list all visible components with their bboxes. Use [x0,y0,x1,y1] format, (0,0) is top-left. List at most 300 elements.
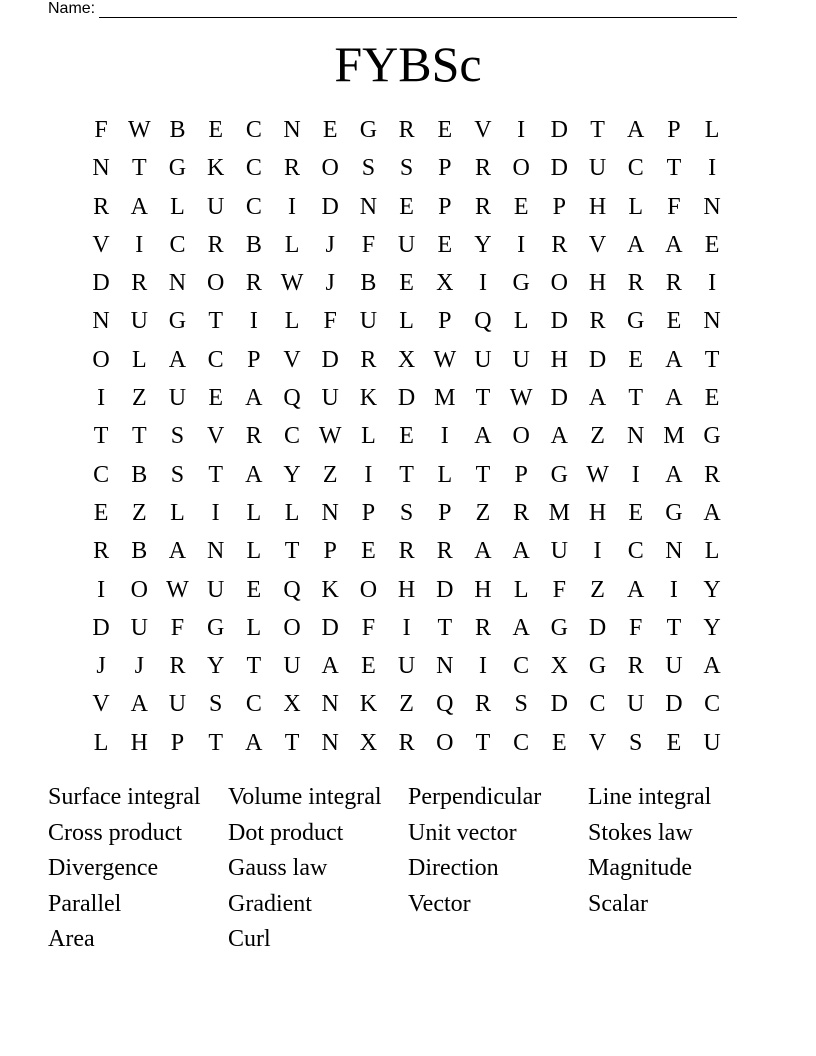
grid-letter: E [666,729,682,756]
grid-letter: A [245,461,263,488]
grid-letter: I [97,576,106,603]
word-list-item: Curl [228,926,271,952]
grid-row [82,456,732,494]
grid-row [82,532,732,570]
grid-letter: Q [474,308,492,335]
grid-letter: N [321,691,339,718]
grid-row [82,188,732,226]
grid-letter: T [704,346,720,373]
grid-letter: D [321,193,339,220]
grid-letter: L [284,231,300,258]
grid-letter: U [397,231,416,258]
grid-letter: X [359,729,378,756]
grid-letter: O [206,270,225,297]
grid-letter: L [170,499,185,526]
grid-letter: N [168,270,187,297]
grid-letter: A [474,423,492,450]
grid-letter: E [628,346,644,373]
grid-letter: F [94,117,108,143]
grid-letter: L [437,461,453,488]
grid-letter: A [168,346,187,373]
grid-letter: A [665,461,683,488]
grid-letter: P [552,193,567,220]
grid-letter: E [208,117,223,143]
grid-letter: T [208,308,223,335]
grid-letter: P [361,499,376,526]
grid-letter: G [550,461,569,488]
word-list-item: Vector [408,890,471,917]
grid-letter: W [127,117,151,143]
grid-letter: B [131,538,148,565]
grid-letter: E [246,576,262,603]
grid-letter: R [704,461,721,488]
grid-letter: D [550,385,569,412]
grid-letter: M [663,423,685,450]
grid-letter: T [399,461,414,488]
grid-letter: D [665,691,683,718]
grid-letter: C [627,155,644,182]
grid-letter: D [397,385,416,412]
grid-letter: D [588,346,607,373]
grid-letter: N [627,423,645,450]
word-list-item: Direction [408,855,499,881]
grid-letter: H [588,270,607,297]
grid-row [82,494,732,532]
grid-letter: C [93,461,110,488]
grid-letter: R [665,270,682,297]
grid-letter: D [550,155,569,182]
grid-letter: H [550,346,569,373]
grid-letter: C [169,231,186,258]
grid-letter: N [703,193,721,220]
grid-row [82,302,732,340]
grid-letter: W [586,461,609,488]
word-list-item: Scalar [588,890,648,917]
grid-letter: R [169,653,186,680]
grid-letter: E [437,231,453,258]
grid-letter: F [361,614,376,641]
grid-letter: E [552,729,567,756]
grid-letter: S [208,691,223,718]
grid-letter: T [590,117,605,143]
grid-letter: T [208,461,223,488]
grid-letter: N [92,155,110,182]
grid-letter: X [283,691,301,718]
grid-letter: R [627,270,644,297]
grid-row [82,724,732,762]
grid-letter: G [550,614,569,641]
grid-letter: O [130,576,148,603]
grid-letter: Q [283,385,301,412]
grid-letter: J [325,231,335,258]
grid-letter: D [92,614,110,641]
word-list-item: Dot product [228,819,344,846]
grid-letter: E [628,499,644,526]
grid-letter: N [436,653,454,680]
grid-letter: F [629,614,643,641]
grid-letter: U [665,653,683,680]
grid-letter: R [474,193,491,220]
grid-letter: Z [131,385,147,412]
grid-letter: E [322,117,338,143]
grid-letter: D [550,691,569,718]
grid-letter: A [550,423,569,450]
grid-letter: A [130,193,148,220]
grid-letter: R [131,270,148,297]
grid-letter: A [627,117,645,143]
grid-letter: A [245,729,263,756]
grid-letter: T [475,385,491,412]
grid-letter: E [513,193,529,220]
grid-letter: C [704,691,721,718]
grid-row [82,685,732,723]
grid-letter: R [93,538,110,565]
grid-row [82,149,732,187]
grid-letter: V [283,346,301,373]
grid-letter: G [168,155,187,182]
grid-letter: W [280,270,304,297]
grid-letter: D [550,117,569,143]
grid-letter: C [513,729,530,756]
grid-letter: Y [703,614,721,641]
grid-letter: R [207,231,224,258]
grid-letter: B [131,461,148,488]
word-list-item: Area [48,926,95,952]
grid-letter: T [93,423,109,450]
grid-letter: I [135,231,144,258]
grid-letter: Z [131,499,147,526]
grid-letter: U [512,346,530,373]
grid-letter: S [170,461,185,488]
grid-letter: L [170,193,185,220]
grid-letter: D [92,270,110,297]
grid-letter: U [206,193,225,220]
grid-letter: J [134,653,144,680]
grid-letter: S [514,691,528,718]
name-field[interactable] [48,0,737,18]
grid-letter: S [361,155,376,182]
grid-letter: D [436,576,454,603]
grid-letter: V [588,729,607,756]
grid-letter: Q [436,691,454,718]
grid-letter: O [512,423,530,450]
grid-letter: V [92,691,110,718]
grid-letter: G [665,499,683,526]
grid-letter: I [708,270,717,297]
grid-letter: I [517,117,526,143]
grid-row [82,417,732,455]
grid-letter: N [703,308,721,335]
grid-letter: O [321,155,339,182]
grid-letter: O [359,576,378,603]
grid-letter: A [512,538,530,565]
grid-letter: D [321,614,339,641]
letter-grid [82,111,732,762]
grid-letter: L [513,576,529,603]
grid-letter: P [438,155,452,182]
grid-letter: P [247,346,261,373]
grid-letter: V [92,231,110,258]
grid-letter: A [665,385,683,412]
grid-letter: F [170,614,185,641]
grid-letter: B [360,270,377,297]
grid-letter: A [588,385,607,412]
grid-letter: L [628,193,644,220]
grid-letter: U [168,691,187,718]
page-title: FYBSc [334,36,482,92]
grid-letter: V [588,231,607,258]
grid-letter: C [207,346,224,373]
name-line[interactable] [99,2,737,18]
grid-letter: R [436,538,453,565]
grid-letter: N [92,308,110,335]
grid-letter: P [438,308,452,335]
grid-letter: G [206,614,225,641]
grid-letter: A [703,499,721,526]
grid-letter: R [360,346,377,373]
grid-letter: F [323,308,337,335]
grid-letter: I [669,576,678,603]
word-list-item: Magnitude [588,855,692,881]
grid-letter: R [93,193,110,220]
grid-letter: S [170,423,185,450]
grid-letter: S [399,155,414,182]
grid-row [82,264,732,302]
grid-letter: R [551,231,568,258]
grid-letter: P [667,117,681,143]
grid-letter: E [361,538,376,565]
grid-letter: I [97,385,106,412]
grid-letter: A [665,231,683,258]
grid-letter: P [438,193,452,220]
grid-letter: C [245,691,262,718]
grid-letter: A [703,653,721,680]
grid-letter: D [321,346,339,373]
grid-letter: I [288,193,297,220]
grid-letter: G [168,308,187,335]
grid-letter: T [246,653,262,680]
grid-letter: I [440,423,449,450]
grid-letter: T [131,155,147,182]
grid-letter: Z [399,691,414,718]
grid-letter: R [245,270,262,297]
grid-letter: X [436,270,454,297]
grid-letter: T [131,423,147,450]
grid-letter: A [665,346,683,373]
grid-letter: Y [206,653,225,680]
grid-letter: U [130,308,148,335]
grid-row [82,226,732,264]
word-list-item: Volume integral [228,784,382,810]
word-list-item: Cross product [48,819,182,846]
grid-letter: U [321,385,339,412]
grid-letter: N [206,538,225,565]
grid-letter: C [245,155,262,182]
grid-letter: F [667,193,681,220]
grid-letter: B [169,117,186,143]
grid-letter: R [398,117,415,143]
grid-letter: I [708,155,717,182]
grid-letter: I [211,499,220,526]
grid-letter: E [704,385,720,412]
grid-letter: Z [590,576,605,603]
grid-letter: I [478,270,487,297]
grid-letter: G [588,653,607,680]
grid-letter: R [245,423,262,450]
word-list-item: Unit vector [408,819,517,846]
grid-letter: L [131,346,147,373]
grid-letter: I [402,614,411,641]
word-list-item: Gauss law [228,855,328,881]
grid-letter: U [397,653,416,680]
grid-letter: E [399,423,414,450]
grid-letter: U [130,614,148,641]
word-list-item: Line integral [588,784,712,810]
grid-letter: L [284,308,300,335]
grid-letter: A [168,538,187,565]
word-list-item: Parallel [48,890,122,917]
grid-letter: J [325,270,335,297]
grid-letter: U [627,691,645,718]
grid-letter: H [474,576,492,603]
grid-letter: W [509,385,533,412]
grid-letter: E [208,385,223,412]
grid-letter: I [249,308,258,335]
grid-letter: P [514,461,528,488]
word-list [48,780,788,958]
word-list-item: Surface integral [48,784,201,810]
grid-letter: A [321,653,339,680]
grid-letter: N [283,117,301,143]
grid-letter: Y [474,231,492,258]
grid-letter: T [628,385,644,412]
grid-letter: R [474,614,491,641]
grid-letter: G [359,117,378,143]
grid-letter: A [130,691,148,718]
grid-letter: C [589,691,606,718]
word-list-item: Stokes law [588,819,693,846]
name-label: Name: [48,0,96,17]
grid-letter: C [245,193,262,220]
grid-letter: Z [322,461,338,488]
grid-letter: W [166,576,189,603]
grid-letter: C [284,423,301,450]
grid-letter: U [168,385,187,412]
grid-letter: K [359,691,378,718]
grid-letter: K [206,155,225,182]
grid-letter: O [436,729,454,756]
grid-letter: Z [590,423,605,450]
grid-row [82,647,732,685]
grid-letter: K [359,385,378,412]
grid-letter: N [665,538,683,565]
grid-letter: C [513,653,530,680]
grid-letter: K [321,576,339,603]
grid-letter: U [359,308,378,335]
grid-letter: Z [475,499,491,526]
grid-letter: I [631,461,640,488]
grid-letter: G [512,270,530,297]
grid-letter: V [206,423,225,450]
grid-letter: E [666,308,682,335]
grid-letter: F [552,576,567,603]
word-list-item: Gradient [228,890,312,917]
grid-letter: R [513,499,530,526]
grid-letter: J [96,653,106,680]
grid-letter: D [588,614,607,641]
grid-letter: D [550,308,569,335]
grid-letter: L [246,499,262,526]
grid-letter: U [474,346,492,373]
grid-letter: W [318,423,342,450]
grid-letter: L [93,729,109,756]
grid-letter: L [704,117,720,143]
grid-letter: O [550,270,569,297]
grid-letter: L [513,308,529,335]
grid-letter: H [130,729,148,756]
grid-letter: O [92,346,110,373]
grid-letter: L [704,538,720,565]
grid-letter: R [474,155,491,182]
grid-letter: S [629,729,643,756]
grid-letter: T [475,729,491,756]
grid-letter: E [437,117,453,143]
grid-letter: M [548,499,571,526]
grid-letter: O [512,155,530,182]
grid-letter: T [208,729,223,756]
grid-letter: L [284,499,300,526]
grid-letter: E [399,270,414,297]
grid-letter: S [399,499,414,526]
grid-letter: P [323,538,337,565]
grid-letter: W [433,346,457,373]
word-list-item: Perpendicular [408,784,542,810]
grid-letter: L [399,308,414,335]
grid-letter: P [170,729,185,756]
grid-letter: Y [703,576,721,603]
grid-letter: Q [283,576,301,603]
grid-letter: N [321,729,339,756]
grid-letter: I [593,538,602,565]
grid-letter: U [283,653,301,680]
grid-row [82,609,732,647]
grid-letter: R [398,729,415,756]
grid-letter: M [434,385,456,412]
grid-letter: C [245,117,262,143]
grid-letter: U [206,576,225,603]
grid-row [82,571,732,609]
grid-letter: U [550,538,569,565]
grid-letter: I [478,653,487,680]
word-list-item: Divergence [48,855,159,881]
grid-letter: P [438,499,452,526]
grid-letter: H [588,499,607,526]
grid-letter: V [474,117,492,143]
grid-letter: A [474,538,492,565]
grid-letter: G [703,423,721,450]
grid-letter: A [245,385,263,412]
grid-row [82,341,732,379]
grid-letter: E [93,499,109,526]
grid-letter: R [398,538,415,565]
grid-letter: E [399,193,414,220]
grid-letter: U [703,729,721,756]
grid-letter: T [666,155,682,182]
grid-letter: R [627,653,644,680]
grid-letter: T [284,538,300,565]
grid-letter: C [627,538,644,565]
grid-letter: L [361,423,376,450]
